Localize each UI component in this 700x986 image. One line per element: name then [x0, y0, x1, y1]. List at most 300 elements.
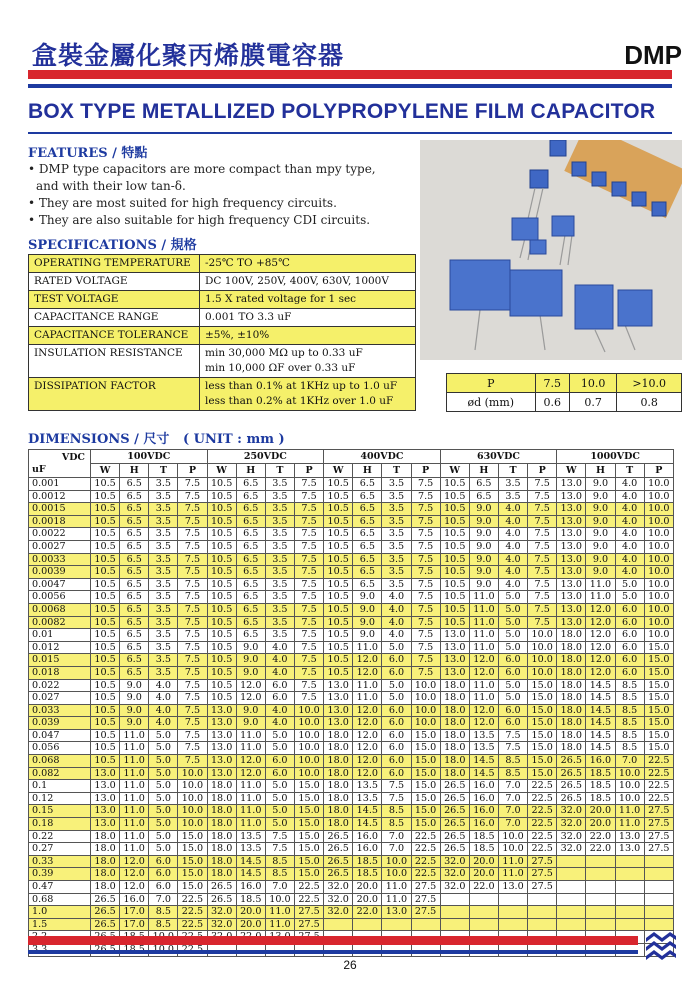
dimension-cell: 4.0 [265, 666, 294, 679]
dimension-cell: 26.5 [91, 918, 120, 931]
dimension-cell: 5.0 [498, 591, 527, 604]
vdc-uf-corner: VDC uF [29, 450, 91, 478]
dimension-cell: 18.0 [207, 830, 236, 843]
dimension-cell: 10.5 [91, 591, 120, 604]
dimension-cell: 5.0 [149, 830, 178, 843]
dimension-cell: 8.5 [149, 918, 178, 931]
dimension-cell: 10.5 [324, 641, 353, 654]
unit-label: ( UNIT : mm ) [182, 432, 285, 447]
dimension-cell: 22.5 [528, 830, 557, 843]
voltage-header: 250VDC [207, 450, 324, 464]
dimension-cell: 18.0 [440, 717, 469, 730]
dimension-cell: 18.0 [557, 742, 586, 755]
dimension-cell: 6.0 [498, 717, 527, 730]
dimension-cell: 16.0 [586, 755, 615, 768]
dimension-cell: 22.5 [644, 780, 673, 793]
dimension-cell: 10.0 [294, 717, 323, 730]
dimension-cell: 6.5 [120, 654, 149, 667]
dimension-cell: 3.5 [149, 616, 178, 629]
dimension-cell: 9.0 [353, 629, 382, 642]
table-row [29, 881, 674, 894]
dimension-cell: 10.0 [644, 515, 673, 528]
dimension-cell: 22.5 [411, 868, 440, 881]
dimension-cell: 32.0 [440, 855, 469, 868]
dimension-cell: 11.0 [615, 805, 644, 818]
dimension-cell: 32.0 [440, 868, 469, 881]
capacitance-cell: 0.39 [29, 868, 91, 881]
capacitance-cell: 0.0022 [29, 528, 91, 541]
dimension-cell: 18.0 [557, 704, 586, 717]
dimension-cell: 26.5 [207, 881, 236, 894]
dimension-cell [615, 855, 644, 868]
dimension-cell: 5.0 [149, 805, 178, 818]
dimension-cell: 7.5 [294, 578, 323, 591]
capacitance-cell: 0.01 [29, 629, 91, 642]
dimension-cell: 3.5 [265, 528, 294, 541]
dimension-cell: 6.5 [236, 478, 265, 491]
dimension-cell: 18.0 [440, 729, 469, 742]
dimension-cell: 12.0 [586, 616, 615, 629]
dimension-cell: 22.5 [528, 805, 557, 818]
dimension-cell: 7.5 [528, 616, 557, 629]
dimensions-heading: DIMENSIONS / 尺寸 ( UNIT : mm ) [28, 432, 285, 447]
dimension-cell: 8.5 [498, 767, 527, 780]
dimension-cell: 5.0 [382, 641, 411, 654]
dimension-cell: 14.5 [586, 742, 615, 755]
dimension-cell: 10.0 [644, 578, 673, 591]
dimension-cell: 16.0 [469, 780, 498, 793]
dimension-cell: 9.0 [120, 704, 149, 717]
dimension-column-header: W [324, 464, 353, 478]
dimension-cell: 10.5 [324, 566, 353, 579]
dimension-cell: 32.0 [557, 805, 586, 818]
dimension-cell: 22.0 [586, 830, 615, 843]
dimension-cell: 13.0 [207, 767, 236, 780]
dimension-cell: 5.0 [382, 679, 411, 692]
table-row [29, 503, 674, 516]
dimension-cell: 5.0 [149, 780, 178, 793]
dimension-cell: 18.0 [207, 868, 236, 881]
dimension-cell: 18.0 [557, 692, 586, 705]
feature-item: and with their low tan-δ. [36, 179, 186, 193]
table-row [29, 478, 674, 491]
dimension-cell [528, 893, 557, 906]
dimension-cell: 10.5 [91, 540, 120, 553]
dimension-cell: 5.0 [615, 578, 644, 591]
capacitance-cell: 0.033 [29, 704, 91, 717]
dimension-cell: 18.0 [440, 767, 469, 780]
dimension-cell: 13.0 [557, 490, 586, 503]
dimension-cell: 26.5 [440, 780, 469, 793]
dimension-cell: 7.5 [528, 528, 557, 541]
dimension-cell: 3.5 [265, 566, 294, 579]
dimension-cell: 18.0 [324, 767, 353, 780]
dimension-cell: 20.0 [236, 918, 265, 931]
dimension-cell: 10.0 [178, 805, 207, 818]
lead-diameter-value: 0.6 [535, 393, 569, 412]
dimension-cell: 10.5 [324, 553, 353, 566]
dimension-cell: 27.5 [528, 855, 557, 868]
dimension-cell: 6.5 [353, 578, 382, 591]
dimension-cell: 4.0 [265, 717, 294, 730]
spec-row [29, 255, 416, 273]
dimension-cell: 6.5 [120, 641, 149, 654]
dimension-cell: 6.0 [498, 704, 527, 717]
dimension-cell: 12.0 [353, 654, 382, 667]
dimension-cell: 6.5 [353, 553, 382, 566]
dimension-cell: 7.0 [265, 881, 294, 894]
dimension-cell: 12.0 [469, 717, 498, 730]
dimension-cell: 11.0 [469, 616, 498, 629]
dimension-cell: 10.0 [644, 629, 673, 642]
dimension-cell: 12.0 [353, 767, 382, 780]
dimension-cell: 6.5 [353, 515, 382, 528]
dimension-cell: 26.5 [440, 830, 469, 843]
dimension-cell: 4.0 [615, 553, 644, 566]
capacitance-cell: 0.0082 [29, 616, 91, 629]
dimension-cell: 15.0 [411, 755, 440, 768]
dimension-cell: 6.0 [265, 692, 294, 705]
capacitance-cell: 0.18 [29, 818, 91, 831]
dimension-cell: 7.5 [178, 704, 207, 717]
dimension-cell: 10.5 [324, 503, 353, 516]
capacitance-cell: 0.12 [29, 792, 91, 805]
table-row [29, 679, 674, 692]
dimension-cell: 13.0 [557, 528, 586, 541]
dimension-cell: 4.0 [615, 478, 644, 491]
dimension-cell: 6.5 [120, 540, 149, 553]
dimension-cell: 9.0 [120, 692, 149, 705]
dimension-cell: 10.0 [411, 679, 440, 692]
dimension-column-header: P [528, 464, 557, 478]
dimension-cell: 7.5 [265, 830, 294, 843]
dimension-cell: 26.5 [324, 830, 353, 843]
dimension-cell: 6.0 [149, 868, 178, 881]
dimension-cell: 6.5 [236, 591, 265, 604]
dimension-cell: 10.5 [91, 490, 120, 503]
dimension-cell: 13.0 [557, 540, 586, 553]
dimension-cell: 10.5 [440, 478, 469, 491]
dimension-column-header: P [411, 464, 440, 478]
dimension-cell: 7.5 [178, 515, 207, 528]
dimension-cell: 9.0 [236, 654, 265, 667]
dimension-cell: 7.5 [294, 654, 323, 667]
dimension-cell: 22.5 [411, 830, 440, 843]
dimension-cell: 6.5 [120, 553, 149, 566]
dimension-cell: 9.0 [120, 717, 149, 730]
dimension-cell: 11.0 [120, 729, 149, 742]
dimension-cell: 7.5 [528, 591, 557, 604]
footer-red-rule [28, 936, 638, 945]
dimension-cell: 15.0 [178, 868, 207, 881]
table-row [29, 830, 674, 843]
dimension-cell: 12.0 [353, 755, 382, 768]
dimension-cell: 13.0 [207, 742, 236, 755]
dimension-cell: 3.5 [149, 629, 178, 642]
dimension-cell: 3.5 [265, 578, 294, 591]
dimension-cell: 3.5 [265, 616, 294, 629]
dimension-cell: 11.0 [265, 918, 294, 931]
dimension-cell: 6.0 [382, 666, 411, 679]
dimension-cell: 11.0 [120, 792, 149, 805]
dimension-cell: 14.5 [586, 704, 615, 717]
table-row [29, 893, 674, 906]
dimension-cell: 11.0 [469, 692, 498, 705]
dimension-cell: 10.5 [207, 603, 236, 616]
capacitance-cell: 0.082 [29, 767, 91, 780]
dimension-cell: 15.0 [528, 742, 557, 755]
dimension-cell: 11.0 [469, 629, 498, 642]
dimension-cell: 10.5 [91, 478, 120, 491]
dimension-cell: 3.5 [382, 478, 411, 491]
dimension-cell: 11.0 [120, 805, 149, 818]
dimension-cell: 7.5 [411, 478, 440, 491]
dimension-cell: 4.0 [149, 717, 178, 730]
dimension-cell: 17.0 [120, 918, 149, 931]
dimension-cell: 4.0 [382, 603, 411, 616]
dimension-cell: 10.0 [644, 616, 673, 629]
dimension-cell: 13.0 [557, 553, 586, 566]
dimension-cell: 3.5 [382, 528, 411, 541]
spec-label: DISSIPATION FACTOR [29, 378, 200, 411]
dimension-cell: 7.5 [294, 666, 323, 679]
dimension-cell: 10.5 [91, 566, 120, 579]
dimension-cell: 18.0 [440, 704, 469, 717]
dimension-cell: 14.5 [236, 855, 265, 868]
capacitance-cell: 0.0027 [29, 540, 91, 553]
dimension-cell: 13.0 [615, 843, 644, 856]
dimension-cell: 10.5 [91, 629, 120, 642]
dimension-cell: 7.5 [294, 591, 323, 604]
dimension-cell: 3.5 [149, 566, 178, 579]
dimension-cell: 27.5 [294, 906, 323, 919]
dimension-cell: 15.0 [644, 692, 673, 705]
dimension-cell: 18.5 [586, 767, 615, 780]
table-row [29, 515, 674, 528]
dimension-cell: 10.5 [440, 566, 469, 579]
dimension-cell: 7.5 [294, 478, 323, 491]
dimension-cell: 11.0 [236, 805, 265, 818]
dimension-cell: 13.5 [469, 729, 498, 742]
dimension-column-header: T [149, 464, 178, 478]
dimension-cell [498, 906, 527, 919]
dimension-cell: 3.5 [149, 666, 178, 679]
dimension-cell: 32.0 [557, 843, 586, 856]
capacitance-cell: 0.33 [29, 855, 91, 868]
dimension-cell: 7.5 [411, 666, 440, 679]
spec-value: 1.5 X rated voltage for 1 sec [200, 291, 416, 309]
dimension-cell: 4.0 [382, 629, 411, 642]
header-blue-rule [28, 84, 672, 88]
table-row [29, 805, 674, 818]
dimension-cell: 7.5 [178, 603, 207, 616]
dimension-cell: 6.0 [265, 755, 294, 768]
dimension-cell: 13.0 [91, 792, 120, 805]
dimension-cell [586, 855, 615, 868]
dimension-cell: 3.5 [498, 490, 527, 503]
dimension-cell: 10.5 [207, 478, 236, 491]
dimension-cell: 18.0 [324, 755, 353, 768]
dimension-cell: 26.5 [324, 868, 353, 881]
dimension-cell: 15.0 [411, 742, 440, 755]
dimension-cell: 7.5 [178, 679, 207, 692]
dimension-cell: 6.5 [353, 566, 382, 579]
capacitance-cell: 0.1 [29, 780, 91, 793]
dimension-cell: 3.5 [149, 654, 178, 667]
dimension-cell [469, 906, 498, 919]
dimension-cell: 26.5 [91, 893, 120, 906]
capacitance-cell: 1.0 [29, 906, 91, 919]
features-list [28, 161, 376, 229]
dimension-cell: 15.0 [644, 666, 673, 679]
dimension-cell: 18.0 [324, 818, 353, 831]
dimension-cell: 16.0 [236, 881, 265, 894]
dimension-cell: 13.0 [557, 566, 586, 579]
table-row [29, 755, 674, 768]
dimension-cell: 22.5 [411, 843, 440, 856]
dimension-cell: 15.0 [411, 792, 440, 805]
table-row [29, 591, 674, 604]
dimension-cell: 18.0 [440, 679, 469, 692]
dimension-cell: 12.0 [236, 767, 265, 780]
dimension-cell: 7.5 [178, 553, 207, 566]
dimension-cell: 22.0 [586, 843, 615, 856]
dimension-cell: 10.0 [178, 767, 207, 780]
dimension-cell: 15.0 [294, 868, 323, 881]
dimension-column-header: T [498, 464, 527, 478]
dimension-cell: 10.5 [207, 616, 236, 629]
capacitance-cell: 0.0056 [29, 591, 91, 604]
dimension-cell: 6.0 [382, 717, 411, 730]
dimension-cell: 5.0 [382, 692, 411, 705]
dimension-cell: 6.5 [236, 515, 265, 528]
capacitance-cell: 0.0033 [29, 553, 91, 566]
pitch-value: >10.0 [617, 374, 682, 393]
spec-label: TEST VOLTAGE [29, 291, 200, 309]
table-row [29, 553, 674, 566]
dimension-cell: 10.5 [91, 717, 120, 730]
dimension-cell: 10.5 [440, 515, 469, 528]
dimension-cell: 22.0 [469, 881, 498, 894]
dimension-cell: 22.5 [178, 906, 207, 919]
dimension-cell: 3.5 [382, 566, 411, 579]
dimension-cell: 9.0 [469, 540, 498, 553]
dimension-cell [586, 881, 615, 894]
dimension-cell: 10.0 [294, 704, 323, 717]
dimension-cell: 10.5 [207, 490, 236, 503]
dimension-cell: 10.5 [207, 553, 236, 566]
dimension-cell: 32.0 [324, 906, 353, 919]
spec-label: CAPACITANCE TOLERANCE [29, 327, 200, 345]
dimension-cell: 18.0 [557, 641, 586, 654]
dimension-cell: 13.5 [469, 742, 498, 755]
dimension-cell: 27.5 [644, 830, 673, 843]
dimension-cell: 15.0 [528, 679, 557, 692]
table-row [29, 666, 674, 679]
dimension-cell: 11.0 [586, 591, 615, 604]
dimension-cell: 6.5 [120, 666, 149, 679]
dimension-cell [615, 868, 644, 881]
spec-value: less than 0.1% at 1KHz up to 1.0 uF less than 0.2% at 1KHz over 1.0 uF [200, 378, 416, 411]
english-title: BOX TYPE METALLIZED POLYPROPYLENE FILM CAPACITOR [28, 100, 656, 123]
dimension-cell: 27.5 [411, 893, 440, 906]
dimension-cell: 14.5 [353, 805, 382, 818]
dimension-cell: 18.5 [469, 830, 498, 843]
dimension-cell: 22.5 [644, 767, 673, 780]
dimension-cell: 18.0 [557, 666, 586, 679]
dimension-cell: 10.0 [411, 692, 440, 705]
dimension-cell: 10.5 [440, 603, 469, 616]
spec-row [29, 378, 416, 411]
dimension-cell: 7.5 [294, 490, 323, 503]
spec-value: 0.001 TO 3.3 uF [200, 309, 416, 327]
dimension-cell: 12.0 [469, 666, 498, 679]
dimension-cell: 10.5 [91, 528, 120, 541]
dimension-cell: 6.0 [382, 704, 411, 717]
dimension-cell: 11.0 [353, 641, 382, 654]
dimension-cell: 10.5 [324, 603, 353, 616]
dimension-cell: 7.5 [411, 553, 440, 566]
table-row [29, 792, 674, 805]
dimension-cell: 8.5 [498, 755, 527, 768]
dimension-cell: 9.0 [586, 503, 615, 516]
dimension-cell: 6.5 [236, 540, 265, 553]
dimension-cell: 11.0 [353, 679, 382, 692]
dimension-cell: 13.0 [557, 515, 586, 528]
dimension-cell: 7.5 [528, 490, 557, 503]
dimension-cell: 32.0 [207, 918, 236, 931]
dimension-cell: 10.0 [411, 717, 440, 730]
table-row [29, 843, 674, 856]
dimension-cell: 3.5 [382, 490, 411, 503]
capacitance-cell: 0.012 [29, 641, 91, 654]
dimension-cell [498, 893, 527, 906]
dimension-cell: 15.0 [411, 767, 440, 780]
dimension-cell: 15.0 [644, 742, 673, 755]
dimension-cell: 13.0 [440, 666, 469, 679]
dimension-cell: 7.5 [294, 679, 323, 692]
dimension-cell: 9.0 [469, 566, 498, 579]
dimension-cell: 5.0 [498, 679, 527, 692]
lead-diameter-label: ød (mm) [447, 393, 536, 412]
dimension-cell: 7.5 [411, 641, 440, 654]
dimension-cell: 7.0 [498, 818, 527, 831]
dimension-cell: 20.0 [469, 868, 498, 881]
dimension-cell: 10.5 [440, 528, 469, 541]
dimension-cell: 10.0 [644, 591, 673, 604]
dimension-cell: 9.0 [353, 616, 382, 629]
dimension-cell: 13.0 [557, 503, 586, 516]
dimension-cell: 10.0 [528, 666, 557, 679]
dimension-cell: 12.0 [353, 717, 382, 730]
capacitance-cell: 0.022 [29, 679, 91, 692]
dimension-cell: 7.5 [178, 578, 207, 591]
dimension-cell: 26.5 [557, 780, 586, 793]
dimension-cell [644, 868, 673, 881]
dimension-cell: 10.5 [207, 540, 236, 553]
dimension-cell: 10.5 [207, 641, 236, 654]
pitch-row [447, 374, 682, 393]
spec-value: -25℃ TO +85℃ [200, 255, 416, 273]
dimension-cell: 7.5 [528, 553, 557, 566]
dimension-cell: 32.0 [557, 818, 586, 831]
dimension-cell: 10.0 [294, 729, 323, 742]
dimension-cell: 6.5 [120, 566, 149, 579]
dimension-cell: 18.0 [557, 729, 586, 742]
dimension-cell: 6.5 [120, 616, 149, 629]
dimension-cell: 14.5 [586, 679, 615, 692]
dimension-column-header: P [644, 464, 673, 478]
